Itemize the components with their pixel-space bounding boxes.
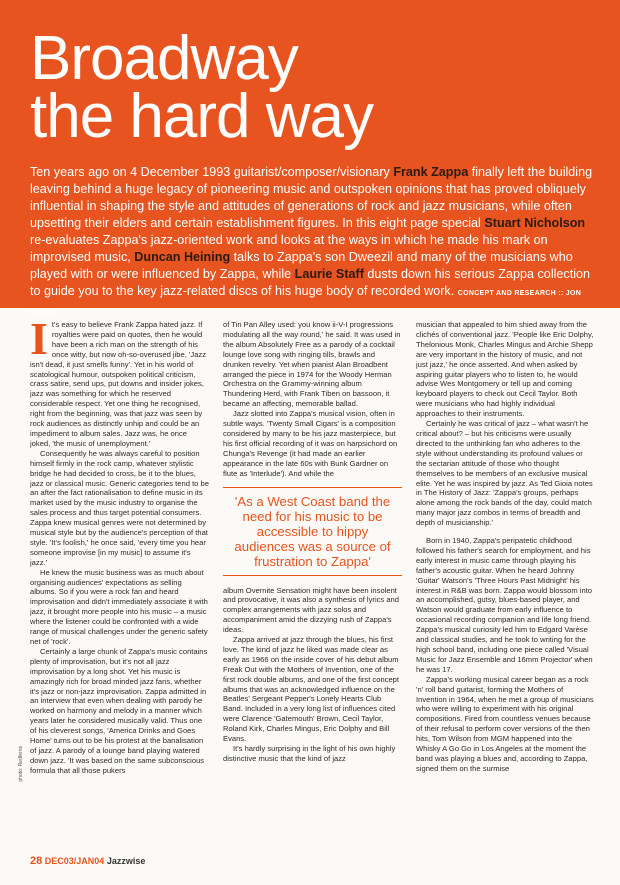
standfirst-name: Laurie Staff (294, 267, 364, 281)
paragraph: Jazz slotted into Zappa's musical vision, often in subtle ways. 'Twenty Small Cigars' is a composition considered by many to be his jazz masterpiece, but his first official recording of it was on harpsichord on Chunga's Revenge (it had made an earlier appearance in the late 60s with Bunk Gardner on flute as 'Interlude'). And while the (223, 409, 398, 478)
paragraph: It's hardly surprising in the light of his own highly distinctive music that the kind of jazz (223, 744, 396, 763)
drop-cap: I (30, 320, 48, 364)
paragraph: album Overnite Sensation might have been insolent and provocative, it was also a synthesis of lyrics and complex arrangements with jazz solos and accompaniment amid the dizzying rush of Zappa's ideas. (223, 585, 400, 635)
title-line-1: Broadway (30, 24, 298, 93)
column-1 (30, 320, 209, 840)
paragraph: Certainly a large chunk of Zappa's music contains plenty of improvisation, but it's not all jazz improvisation by a long shot. Yet his music is amazingly rich for broad minded jazz fans, whether it's jazz or non-jazz improvisation. Zappa admitted in an interview that even when dealing with parody he worked on harmony and melody in a manner which years later he considered musically valid. Thus one of his cleverest songs, 'America Drinks and Goes Home' turns out to be his protest at the banalisation of jazz. A parody of a lounge band playing watered down jazz. 'It was based on the same subconscious formula that all those pukers (30, 646, 208, 775)
paragraph: musician that appealed to him shied away from the clichés of conventional jazz. 'People like Eric Dolphy, Thelonious Monk, Charles Mingus and Archie Shepp are very important in the history of music, and not just jazz,' he once asserted. And when asked by aspiring guitar players who to listen to, he would advise Wes Montgomery or tell up and coming keyboard players to check out Cecil Taylor. Both were musicians who had highly individual approaches to their instruments. (416, 320, 594, 419)
standfirst (30, 164, 595, 321)
standfirst-text: talks to Zappa's son Dweezil and many of the musicians who played with or were influenced by Zappa, while (30, 250, 573, 281)
paragraph-text: t's easy to believe Frank Zappa hated jazz. If royalties were paid on quotes, then he would have been a rich man on the strength of his once witty, but now oh-so-overused jibe, 'Jazz isn't dead, it just smells funny'. Yet in his world of scatological humour, outspoken political criticism, crass satire, send ups, put downs and insider jokes, jazz was something for which he reserved considerable respect. Yet one thing he recognised, right from the beginning, was that jazz was seen by rock audiences as distinctly unhip and could be an impediment to album sales. Jazz was, he once joked, 'the music of unemployment.' (30, 320, 207, 448)
standfirst-text: re-evaluates Zappa's jazz-oriented work and looks at the ways in which he made his mark on improvised music, (30, 233, 548, 264)
column-2 (223, 320, 402, 840)
paragraph: Certainly he was critical of jazz – what wasn't he critical about? – but his criticisms were usually directed to the unthinking fan who adheres to the style without understanding its profound values or the sectarian attitude of those who thought themselves to be members of an exclusive musical elite. Yet he was inspired by jazz. As Ted Gioia notes in The History of Jazz: 'Zappa's groups, perhaps alone among the rock bands of the day, could match many major jazz combos in terms of breadth and depth of musicianship.' (416, 419, 593, 528)
article-title (30, 24, 590, 151)
paragraph: Born in 1940, Zappa's peripatetic childhood followed his father's search for employment, and his early interest in music came through playing his father's acoustic guitar. When he heard Johnny 'Guitar' Watson's 'Three Hours Past Midnight' his interest in R&B was born. Zappa would blossom into an accomplished, gutsy, blues-based player, and Watson would graduate from early influence to occasional recording companion and life long friend. Zappa's musical curiosity led him to Edgard Varèse and classical studies, and he took to writing for the high school band, including one piece called 'Visual Music for Jazz Ensemble and 16mm Projector' when he was 17. (416, 536, 593, 674)
header-banner (0, 0, 620, 316)
standfirst-text: Ten years ago on 4 December 1993 guitarist/composer/visionary (30, 165, 394, 179)
title-line-2: the hard way (30, 82, 373, 151)
paragraph: Zappa arrived at jazz through the blues, his first love. The kind of jazz he liked was made clear as early as 1966 on the inside cover of his debut album Freak Out with the Mothers of Invention, one of the first rock double albums, and one of the first concept albums that was an acknowledged influence on the Beatles' Sergeant Pepper's Lonely Hearts Club Band. Included in a very long list of influences cited were Clarence 'Gatemouth' Brown, Cecil Taylor, Roland Kirk, Charles Mingus, Eric Dolphy and Bill Evans. (223, 635, 400, 744)
page-footer (30, 855, 330, 867)
standfirst-name: Duncan Heining (134, 250, 231, 264)
standfirst-text: dusts down his serious Zappa collection to guide you to the key jazz-related discs of his huge body of recorded work. (30, 267, 591, 298)
paragraph (30, 320, 209, 449)
standfirst-text: finally left the building leaving behind a huge legacy of pioneering music and outspoken opinions that has proved obliquely influential in shaping the style and attitudes of generations of rock and jazz musicians, while often upsetting their elders and certain establishment figures. In this eight page special (30, 165, 593, 230)
column-3 (416, 320, 595, 840)
pull-quote: 'As a West Coast band the need for his music to be accessible to hippy audiences was a source of frustration to Zappa' (223, 487, 402, 576)
paragraph: of Tin Pan Alley used: you know ii-V-I progressions modulating all the way round,' he said. It was used in the album Absolutely Free as a parody of a cocktail lounge love song with ringing tills, brawls and drunken revelry. Yet when pianist Alan Broadbent arranged the piece in 1974 for the Woody Herman Orchestra on the Grammy-winning album Thundering Herd, with Frank Tiben on bassoon, it became an affecting, memorable ballad. (223, 320, 401, 409)
standfirst-name: Frank Zappa (393, 165, 469, 179)
issue-date: DEC03/JAN04 (44, 856, 105, 866)
paragraph: Zappa's working musical career began as a rock 'n' roll band guitarist, forming the Mothers of Invention in 1964, when he met a group of musicians who were willing to experiment with his original compositions. Fired from countless venues because of their refusal to perform cover versions of the then hits, Tom Wilson from MGM happened into the Whisky A Go Go in Los Angeles at the moment the band was playing a blues and, according to Zappa, signed them on the surmise (416, 674, 594, 773)
page-number: 28 (30, 855, 43, 867)
magazine-brand: Jazzwise (106, 856, 146, 866)
article-body (30, 320, 595, 840)
photo-credit: photo: Redferns (18, 746, 24, 782)
standfirst-name: Stuart Nicholson (484, 216, 586, 230)
paragraph: Consequently he was always careful to position himself firmly in the rock camp, whatever stylistic bridge he had decided to cross, be it to the blues, jazz or classical music. Generic categories tend to be an after the fact rationalisation to define music in its market used by the music industry to organise the sales process and thus target potential consumers. Zappa knew musical genres were not determined by musical style but by the audience's perception of that style. 'It's foolish,' he once said, 'every time you hear someone improvise [in my music] to assume it's jazz.' (30, 448, 209, 567)
concept-credit: CONCEPT AND RESEARCH :: JON NEWEY (30, 290, 582, 316)
paragraph: He knew the music business was as much about organising audiences' expectations as selling albums. So if you were a rock fan and heard improvisation and didn't immediately associate it with jazz, it brought more people into his music – a music where the listener could be confronted with a wide range of musical challenges under the generic safety net of 'rock'. (30, 567, 208, 646)
